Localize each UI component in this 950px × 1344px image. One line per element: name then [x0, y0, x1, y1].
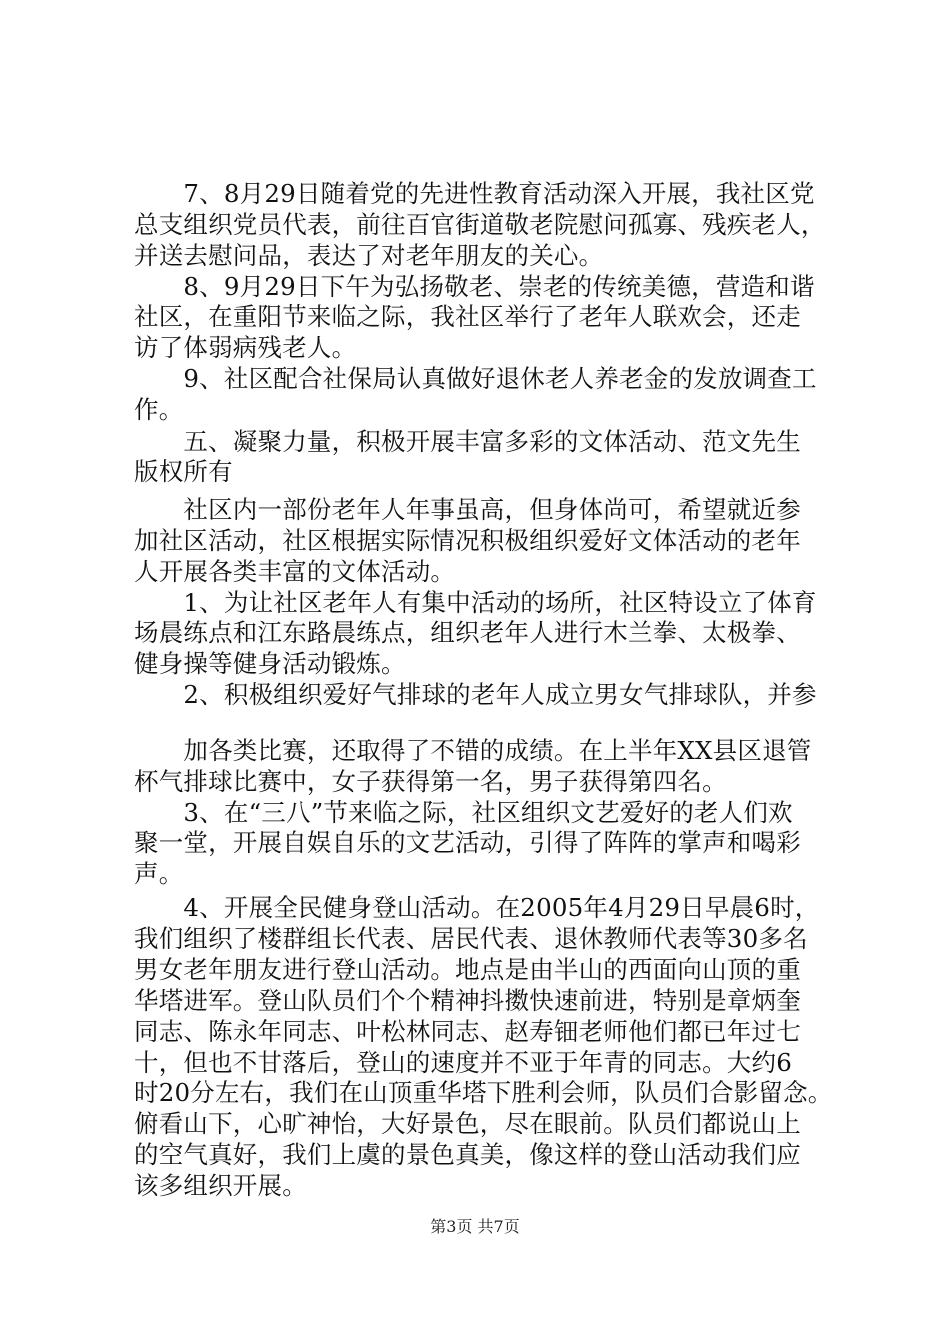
text-line: 加社区活动，社区根据实际情况积极组织爱好文体活动的老年	[134, 525, 801, 555]
text-line: 2、积极组织爱好气排球的老年人成立男女气排球队，并参	[134, 680, 817, 710]
text-line: 俯看山下，心旷神怡，大好景色，尽在眼前。队员们都说山上	[134, 1109, 801, 1139]
text-line: 并送去慰问品，表达了对老年朋友的关心。	[134, 240, 604, 270]
text-line: 社区，在重阳节来临之际，我社区举行了老年人联欢会，还走	[134, 302, 801, 332]
text-line: 总支组织党员代表，前往百官街道敬老院慰问孤寡、残疾老人，	[134, 209, 826, 239]
text-line: 男女老年朋友进行登山活动。地点是由半山的西面向山顶的重	[134, 955, 801, 985]
text-line: 访了体弱病残老人。	[134, 333, 357, 363]
text-line: 的空气真好，我们上虞的景色真美，像这样的登山活动我们应	[134, 1140, 801, 1170]
text-line: 3、在“三八”节来临之际，社区组织文艺爱好的老人们欢	[134, 797, 793, 827]
text-line: 华塔进军。登山队员们个个精神抖擞快速前进，特别是章炳奎	[134, 985, 801, 1015]
text-line: 加各类比赛，还取得了不错的成绩。在上半年XX县区退管	[134, 735, 812, 765]
text-line: 4、开展全民健身登山活动。在2005年4月29日早晨6时，	[134, 893, 820, 923]
text-line: 8、9月29日下午为弘扬敬老、崇老的传统美德，营造和谐	[134, 271, 815, 301]
text-line: 同志、陈永年同志、叶松林同志、赵寿钿老师他们都已年过七	[134, 1016, 801, 1046]
text-line: 1、为让社区老年人有集中活动的场所，社区特设立了体育	[134, 587, 817, 617]
text-line: 杯气排球比赛中，女子获得第一名，男子获得第四名。	[134, 766, 727, 796]
text-line: 9、社区配合社保局认真做好退休老人养老金的发放调查工	[134, 364, 817, 394]
text-line: 十，但也不甘落后，登山的速度并不亚于年青的同志。大约6	[134, 1047, 792, 1077]
text-line: 作。	[134, 394, 184, 424]
text-line: 人开展各类丰富的文体活动。	[134, 556, 456, 586]
text-line: 场晨练点和江东路晨练点，组织老年人进行木兰拳、太极拳、	[134, 618, 801, 648]
text-line: 社区内一部份老年人年事虽高，但身体尚可，希望就近参	[134, 495, 801, 525]
section-heading: 版权所有	[134, 457, 233, 487]
text-line: 健身操等健身活动锻炼。	[134, 649, 406, 679]
section-heading: 五、凝聚力量，积极开展丰富多彩的文体活动、范文先生	[134, 426, 801, 456]
text-line: 7、8月29日随着党的先进性教育活动深入开展，我社区党	[134, 179, 815, 208]
page-footer: 第3页 共7页	[430, 1217, 520, 1236]
text-line: 时20分左右，我们在山顶重华塔下胜利会师，队员们合影留念。	[134, 1078, 833, 1108]
text-line: 我们组织了楼群组长代表、居民代表、退休教师代表等30多名	[134, 924, 808, 954]
text-line: 该多组织开展。	[134, 1171, 307, 1200]
text-line: 声。	[134, 859, 184, 889]
text-line: 聚一堂，开展自娱自乐的文艺活动，引得了阵阵的掌声和喝彩	[134, 828, 801, 858]
